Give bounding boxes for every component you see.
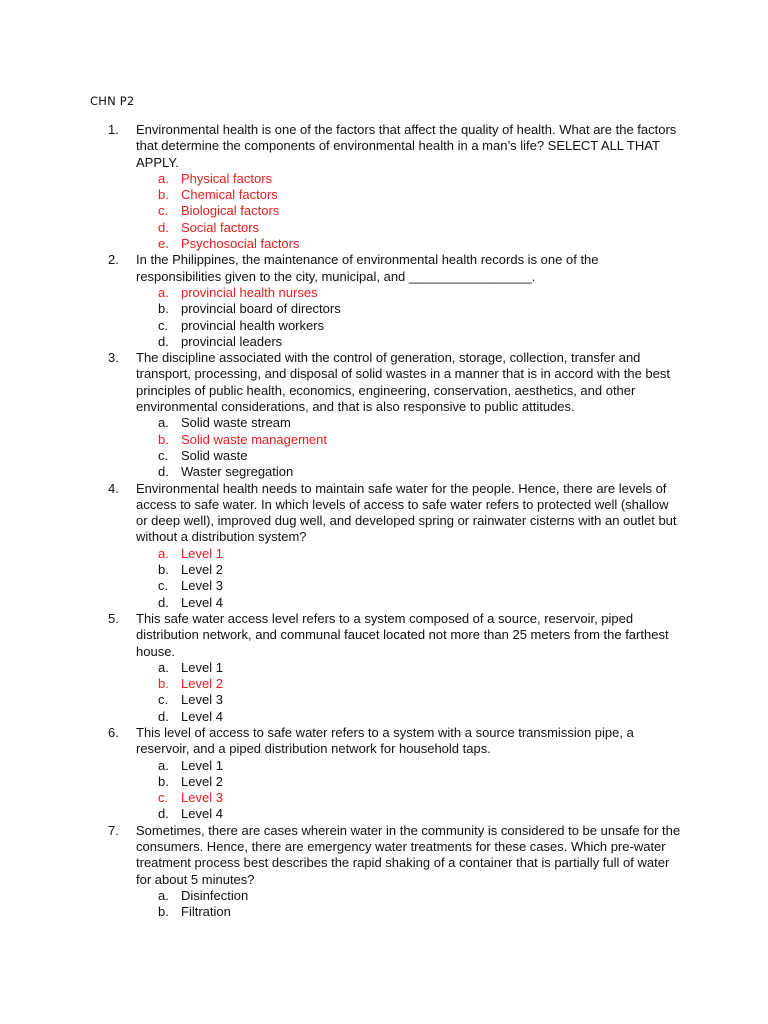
- answer-option-correct: [158, 790, 682, 806]
- option-letter: d.: [158, 333, 169, 349]
- option-text: Level 4: [181, 594, 223, 610]
- option-letter: c.: [158, 203, 169, 219]
- option-text: Level 1: [181, 545, 223, 561]
- option-letter: d.: [158, 708, 169, 724]
- answer-option: [158, 301, 682, 317]
- option-letter: a.: [158, 415, 169, 431]
- option-letter: c.: [158, 317, 169, 333]
- option-text: Level 3: [181, 692, 223, 708]
- option-text: Waster segregation: [181, 464, 294, 480]
- answer-options: [136, 546, 682, 611]
- option-letter: b.: [158, 904, 169, 920]
- answer-option: [158, 562, 682, 578]
- question-number: 3.: [108, 350, 119, 366]
- answer-options: [136, 285, 682, 350]
- question-item: [108, 122, 682, 252]
- option-text: Solid waste: [181, 447, 248, 463]
- answer-option: [158, 464, 682, 480]
- option-text: Level 1: [181, 659, 223, 675]
- option-letter: a.: [158, 545, 169, 561]
- option-text: Level 4: [181, 806, 223, 822]
- option-text: Level 1: [181, 757, 223, 773]
- answer-option-correct: [158, 432, 682, 448]
- option-text: provincial leaders: [181, 333, 283, 349]
- option-text: provincial health nurses: [181, 284, 318, 300]
- answer-options: [136, 888, 682, 921]
- question-text: Environmental health is one of the factors that affect the quality of health. What are the factors that determine the components of environmental health in a man’s life? SELECT ALL THAT APPLY.: [136, 122, 677, 170]
- question-item: [108, 725, 682, 823]
- question-text: This safe water access level refers to a system composed of a source, reservoir, piped distribution network, and communal faucet located not more than 25 meters from the farthest house.: [136, 610, 669, 659]
- option-letter: a.: [158, 659, 169, 675]
- question-item: [108, 350, 682, 480]
- answer-option: [158, 318, 682, 334]
- option-text: Level 3: [181, 790, 223, 806]
- option-letter: d.: [158, 219, 169, 235]
- answer-option: [158, 774, 682, 790]
- option-text: Level 2: [181, 773, 223, 789]
- option-text: provincial board of directors: [181, 301, 341, 317]
- option-letter: c.: [158, 447, 169, 463]
- answer-option: [158, 692, 682, 708]
- answer-options: [136, 660, 682, 725]
- answer-option: [158, 334, 682, 350]
- option-text: Level 4: [181, 708, 223, 724]
- question-number: 4.: [108, 480, 119, 496]
- question-body: [136, 252, 682, 350]
- option-text: Social factors: [181, 219, 260, 235]
- answer-option: [158, 806, 682, 822]
- answer-option: [158, 415, 682, 431]
- option-letter: b.: [158, 301, 169, 317]
- question-body: [136, 823, 682, 921]
- question-body: [136, 122, 682, 252]
- option-letter: a.: [158, 170, 169, 186]
- answer-option-correct: [158, 236, 682, 252]
- option-letter: b.: [158, 773, 169, 789]
- option-letter: c.: [158, 692, 169, 708]
- question-list: [108, 122, 682, 921]
- answer-option: [158, 578, 682, 594]
- answer-option: [158, 888, 682, 904]
- question-body: [136, 725, 682, 823]
- page-title: CHN P2: [90, 94, 135, 108]
- option-text: Level 2: [181, 562, 223, 578]
- answer-option: [158, 758, 682, 774]
- answer-option-correct: [158, 676, 682, 692]
- answer-option-correct: [158, 187, 682, 203]
- question-text: Sometimes, there are cases wherein water in the community is considered to be unsafe for the consumers. Hence, there are emergency water treatments for these cases. Which pre-water treatment process best describes the rapid shaking of a container that is partially full of water for about 5 minutes?: [136, 822, 681, 887]
- question-number: 6.: [108, 724, 119, 740]
- answer-options: [136, 171, 682, 252]
- option-letter: d.: [158, 806, 169, 822]
- option-letter: c.: [158, 578, 169, 594]
- answer-option: [158, 595, 682, 611]
- question-body: [136, 481, 682, 611]
- question-body: [136, 611, 682, 725]
- answer-option: [158, 709, 682, 725]
- answer-option-correct: [158, 220, 682, 236]
- option-letter: c.: [158, 790, 169, 806]
- option-text: Physical factors: [181, 170, 273, 186]
- option-letter: b.: [158, 562, 169, 578]
- question-text: Environmental health needs to maintain safe water for the people. Hence, there are levels of access to safe water. In which levels of access to safe water refers to protected well (shallow or deep well), improved dug well, and developed spring or rainwater cisterns with an outlet but without a distribution system?: [136, 480, 677, 545]
- answer-option-correct: [158, 546, 682, 562]
- option-letter: d.: [158, 594, 169, 610]
- question-item: [108, 252, 682, 350]
- answer-option: [158, 448, 682, 464]
- question-number: 2.: [108, 252, 119, 268]
- option-letter: b.: [158, 187, 169, 203]
- question-text: This level of access to safe water refers to a system with a source transmission pipe, a reservoir, and a piped distribution network for household taps.: [136, 724, 634, 757]
- option-letter: b.: [158, 431, 169, 447]
- answer-option: [158, 660, 682, 676]
- question-number: 7.: [108, 822, 119, 838]
- question-number: 5.: [108, 610, 119, 626]
- answer-options: [136, 758, 682, 823]
- question-item: [108, 481, 682, 611]
- option-letter: b.: [158, 676, 169, 692]
- answer-option-correct: [158, 203, 682, 219]
- option-letter: e.: [158, 236, 169, 252]
- option-text: Disinfection: [181, 887, 249, 903]
- option-text: Filtration: [181, 904, 231, 920]
- option-text: Solid waste stream: [181, 415, 291, 431]
- option-letter: a.: [158, 887, 169, 903]
- option-text: Psychosocial factors: [181, 236, 300, 252]
- option-letter: d.: [158, 464, 169, 480]
- question-item: [108, 611, 682, 725]
- answer-option-correct: [158, 285, 682, 301]
- option-text: Solid waste management: [181, 431, 327, 447]
- question-text: In the Philippines, the maintenance of environmental health records is one of the responsibilities given to the city, municipal, and _________________.: [136, 252, 599, 284]
- option-text: provincial health workers: [181, 317, 325, 333]
- question-text: The discipline associated with the control of generation, storage, collection, transfer and transport, processing, and disposal of solid wastes in a manner that is in accord with the best principles of public health, economics, engineering, conservation, aesthetics, and other environmental considerations, and that is also responsive to public attitudes.: [136, 350, 671, 415]
- option-text: Biological factors: [181, 203, 280, 219]
- question-item: [108, 823, 682, 921]
- answer-option-correct: [158, 171, 682, 187]
- answer-option: [158, 904, 682, 920]
- option-text: Level 3: [181, 578, 223, 594]
- question-number: 1.: [108, 122, 119, 137]
- option-text: Chemical factors: [181, 187, 278, 203]
- question-body: [136, 350, 682, 480]
- option-letter: a.: [158, 757, 169, 773]
- option-letter: a.: [158, 284, 169, 300]
- answer-options: [136, 415, 682, 480]
- option-text: Level 2: [181, 676, 223, 692]
